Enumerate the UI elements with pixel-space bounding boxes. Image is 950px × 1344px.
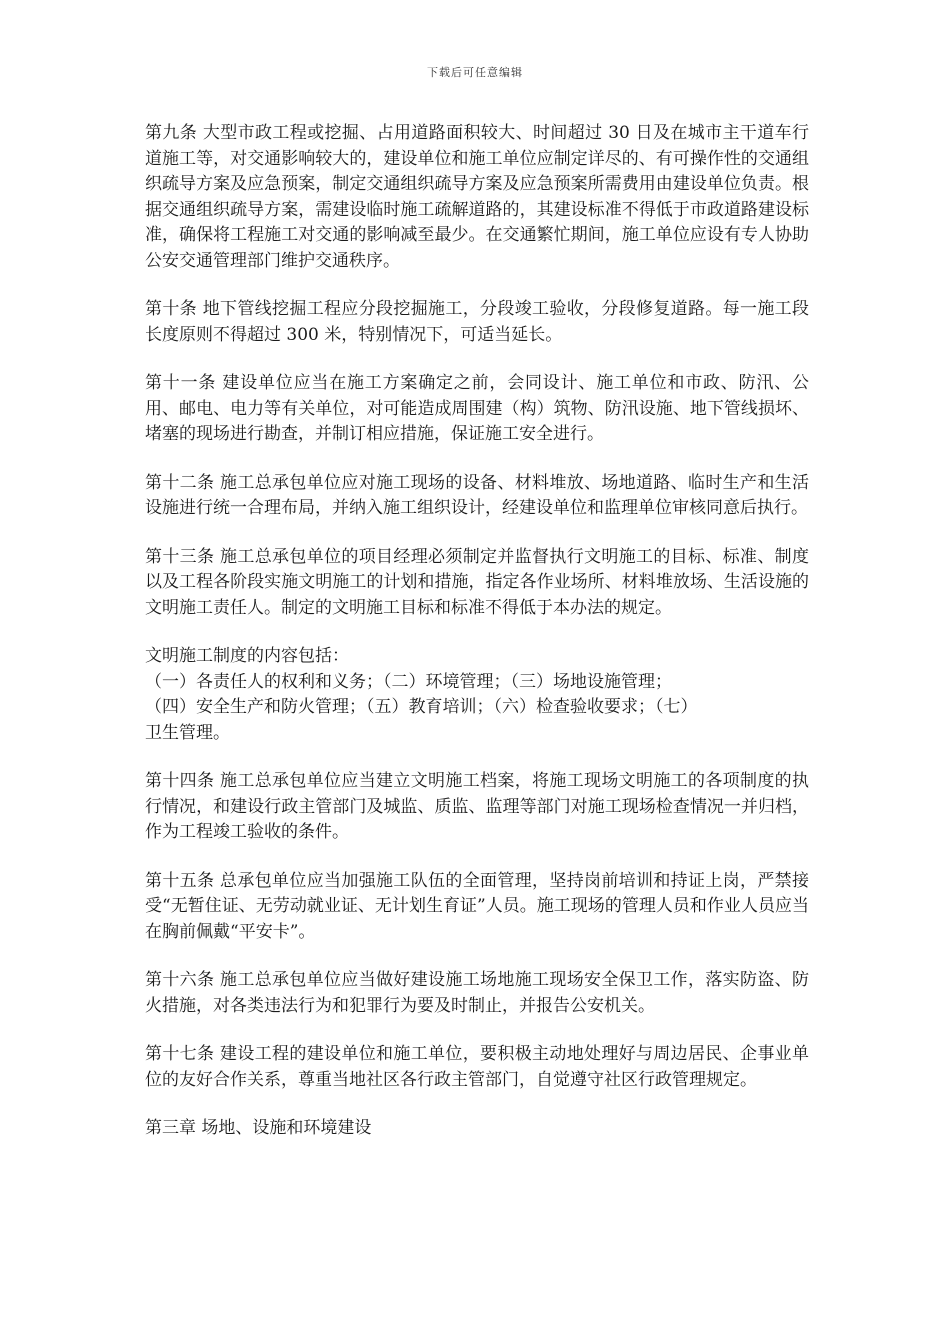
article-9: 第九条 大型市政工程或挖掘、占用道路面积较大、时间超过 30 日及在城市主干道车行道施工等，对交通影响较大的，建设单位和施工单位应制定详尽的、有可操作性的交通组织疏导方案及应急预案，制定交通组织疏导方案及应急预案所需费用由建设单位负责。根据交通组织疏导方案，需建设临时施工疏解道路的，其建设标准不得低于市政道路建设标准，确保将工程施工对交通的影响减至最少。在交通繁忙期间，施工单位应设有专人协助公安交通管理部门维护交通秩序。 bbox=[145, 123, 809, 271]
article-11: 第十一条 建设单位应当在施工方案确定之前，会同设计、施工单位和市政、防汛、公用、邮电、电力等有关单位，对可能造成周围建（构）筑物、防汛设施、地下管线损坏、堵塞的现场进行勘查，并制订相应措施，保证施工安全进行。 bbox=[145, 373, 809, 444]
article-10: 第十条 地下管线挖掘工程应分段挖掘施工，分段竣工验收，分段修复道路。每一施工段长度原则不得超过 300 米，特别情况下，可适当延长。 bbox=[145, 299, 809, 345]
article-13: 第十三条 施工总承包单位的项目经理必须制定并监督执行文明施工的目标、标准、制度以及工程各阶段实施文明施工的计划和措施，指定各作业场所、材料堆放场、生活设施的文明施工责任人。制定的文明施工目标和标准不得低于本办法的规定。 bbox=[145, 546, 809, 618]
system-line: （四）安全生产和防火管理；（五）教育培训；（六）检查验收要求；（七） bbox=[145, 697, 698, 717]
system-intro: 文明施工制度的内容包括： bbox=[145, 646, 349, 666]
article-14: 第十四条 施工总承包单位应当建立文明施工档案，将施工现场文明施工的各项制度的执行情况，和建设行政主管部门及城监、质监、监理等部门对施工现场检查情况一并归档，作为工程竣工验收的条件。 bbox=[145, 771, 809, 842]
article-16: 第十六条 施工总承包单位应当做好建设施工场地施工现场安全保卫工作，落实防盗、防火措施，对各类违法行为和犯罪行为要及时制止，并报告公安机关。 bbox=[145, 970, 809, 1016]
system-line: 卫生管理。 bbox=[145, 722, 230, 743]
article-15: 第十五条 总承包单位应当加强施工队伍的全面管理，坚持岗前培训和持证上岗，严禁接受“无暂住证、无劳动就业证、无计划生育证”人员。施工现场的管理人员和作业人员应当在胸前佩戴“平安卡”。 bbox=[145, 870, 809, 942]
chapter-3-heading: 第三章 场地、设施和环境建设 bbox=[145, 1118, 372, 1138]
system-contents bbox=[145, 644, 809, 746]
header-note: 下载后可任意编辑 bbox=[427, 66, 523, 79]
article-17: 第十七条 建设工程的建设单位和施工单位，要积极主动地处理好与周边居民、企事业单位的友好合作关系，尊重当地社区各行政主管部门，自觉遵守社区行政管理规定。 bbox=[145, 1044, 809, 1090]
article-12: 第十二条 施工总承包单位应对施工现场的设备、材料堆放、场地道路、临时生产和生活设施进行统一合理布局，并纳入施工组织设计，经建设单位和监理单位审核同意后执行。 bbox=[145, 472, 809, 518]
document-body bbox=[145, 121, 809, 1142]
system-line: （一）各责任人的权利和义务；（二）环境管理；（三）场地设施管理； bbox=[145, 671, 672, 692]
